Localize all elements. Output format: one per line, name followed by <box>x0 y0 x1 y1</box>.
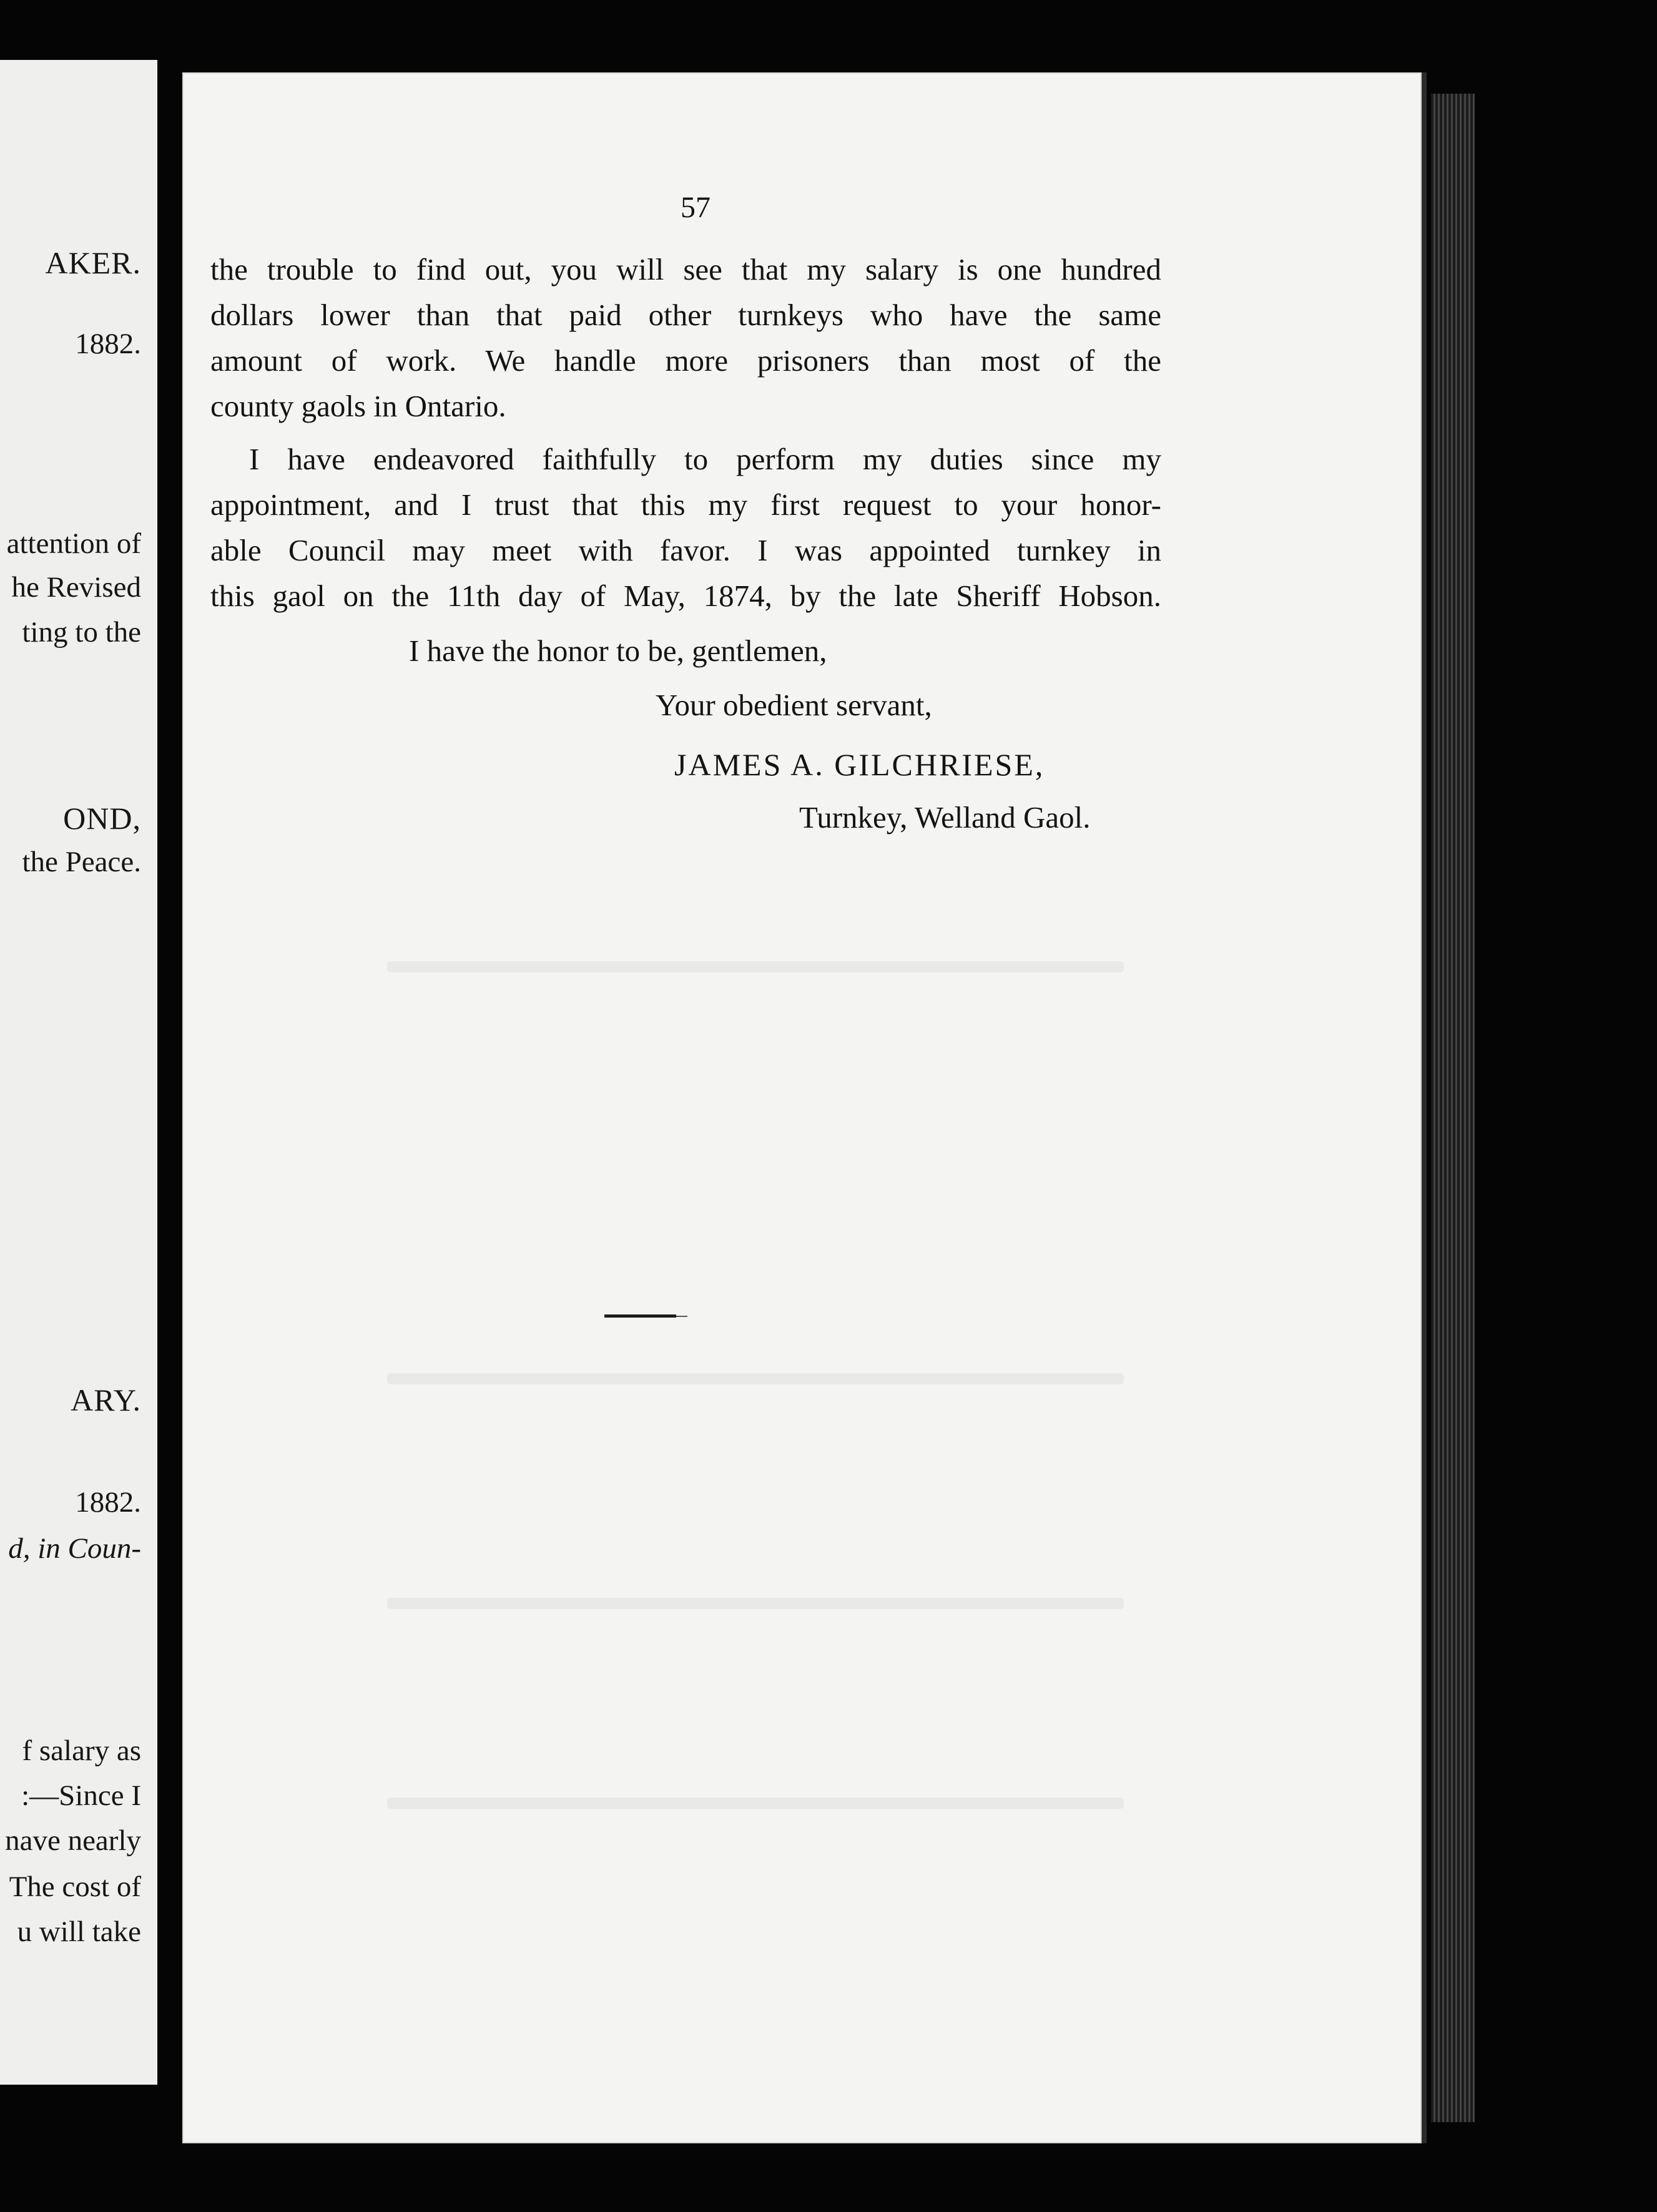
letter-body <box>210 247 1161 619</box>
left-fragment-line: ting to the <box>22 616 141 648</box>
paragraph-line: I have endeavored faithfully to perform my duties since my <box>249 442 1161 476</box>
signature-name: JAMES A. GILCHRIESE, <box>674 747 1045 782</box>
left-fragment-heading: ARY. <box>71 1382 141 1417</box>
signature-title: Turnkey, Welland Gaol. <box>799 800 1091 834</box>
left-fragment-line: attention of <box>6 527 141 560</box>
left-fragment-line: the Peace. <box>22 846 141 878</box>
section-rule <box>604 1314 676 1318</box>
left-fragment-year: 1882. <box>75 328 141 360</box>
left-fragment-heading: OND, <box>63 801 141 836</box>
previous-page-fragment <box>0 60 157 2085</box>
left-fragment-line: he Revised <box>11 571 141 604</box>
paragraph-line: county gaols in Ontario. <box>210 389 506 423</box>
paragraph-line: able Council may meet with favor. I was appointed turnkey in <box>210 533 1161 567</box>
book-page-edges <box>1431 94 1475 2122</box>
show-through-mark <box>387 1598 1124 1609</box>
left-fragment-line: f salary as <box>22 1735 141 1767</box>
paragraph-line: dollars lower than that paid other turnkeys who have the same <box>210 298 1161 332</box>
show-through-mark <box>387 1798 1124 1809</box>
closing-line: I have the honor to be, gentlemen, <box>409 634 827 668</box>
paragraph-line: appointment, and I trust that this my first request to your honor- <box>210 487 1161 522</box>
left-fragment-line: d, in Coun- <box>8 1532 141 1565</box>
left-fragment-line: nave nearly <box>5 1824 141 1857</box>
valediction: Your obedient servant, <box>656 688 932 722</box>
show-through-mark <box>387 1373 1124 1384</box>
page-number: 57 <box>681 191 710 224</box>
left-fragment-line: The cost of <box>9 1871 141 1903</box>
paragraph-line: the trouble to find out, you will see that my salary is one hundred <box>210 252 1161 286</box>
show-through-mark <box>387 961 1124 972</box>
left-fragment-heading: AKER. <box>45 245 141 280</box>
paragraph-line: amount of work. We handle more prisoners than most of the <box>210 343 1161 378</box>
left-fragment-line: :—Since I <box>21 1779 141 1812</box>
paragraph-line: this gaol on the 11th day of May, 1874, by the late Sheriff Hobson. <box>210 579 1161 613</box>
left-fragment-line: u will take <box>17 1916 141 1948</box>
left-fragment-year: 1882. <box>75 1486 141 1519</box>
